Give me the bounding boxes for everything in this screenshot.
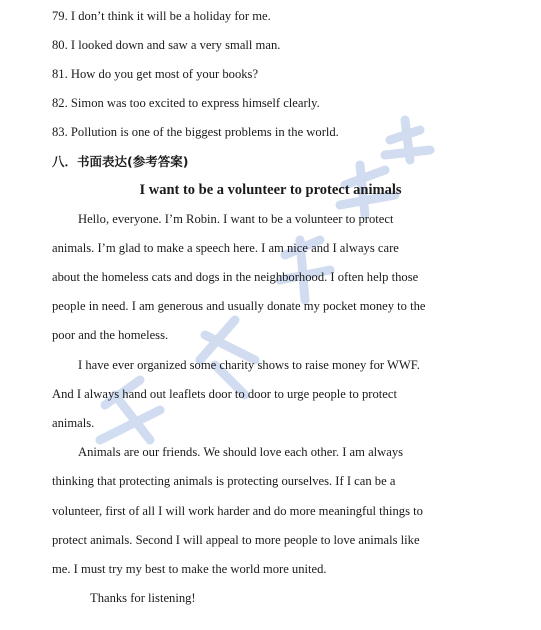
- answer-81: 81. How do you get most of your books?: [52, 67, 259, 81]
- essay-line: animals.: [52, 416, 95, 430]
- essay-line: Animals are our friends. We should love each other. I am always: [78, 445, 404, 459]
- answer-79: 79. I don’t think it will be a holiday for me.: [52, 9, 271, 23]
- essay-line: about the homeless cats and dogs in the neighborhood. I often help those: [52, 270, 419, 284]
- essay-line: poor and the homeless.: [52, 328, 169, 342]
- essay-line: I have ever organized some charity shows to raise money for WWF.: [78, 358, 420, 372]
- section-heading: 八．书面表达(参考答案): [52, 154, 189, 169]
- essay-title: I want to be a volunteer to protect animals: [139, 182, 402, 198]
- essay-line: And I always hand out leaflets door to door to urge people to protect: [52, 387, 397, 401]
- answer-80: 80. I looked down and saw a very small man.: [52, 38, 281, 52]
- closing-line: Thanks for listening!: [90, 591, 196, 605]
- essay-line: me. I must try my best to make the world more united.: [52, 562, 327, 576]
- essay-line: protect animals. Second I will appeal to more people to love animals like: [52, 533, 420, 547]
- essay-line: people in need. I am generous and usually donate my pocket money to the: [52, 299, 426, 313]
- essay-line: volunteer, first of all I will work harder and do more meaningful things to: [52, 504, 423, 518]
- essay-line: Hello, everyone. I’m Robin. I want to be a volunteer to protect: [78, 212, 394, 226]
- essay-line: thinking that protecting animals is protecting ourselves. If I can be a: [52, 474, 396, 488]
- answer-83: 83. Pollution is one of the biggest problems in the world.: [52, 125, 339, 139]
- essay-line: animals. I’m glad to make a speech here. I am nice and I always care: [52, 241, 399, 255]
- answer-82: 82. Simon was too excited to express himself clearly.: [52, 96, 320, 110]
